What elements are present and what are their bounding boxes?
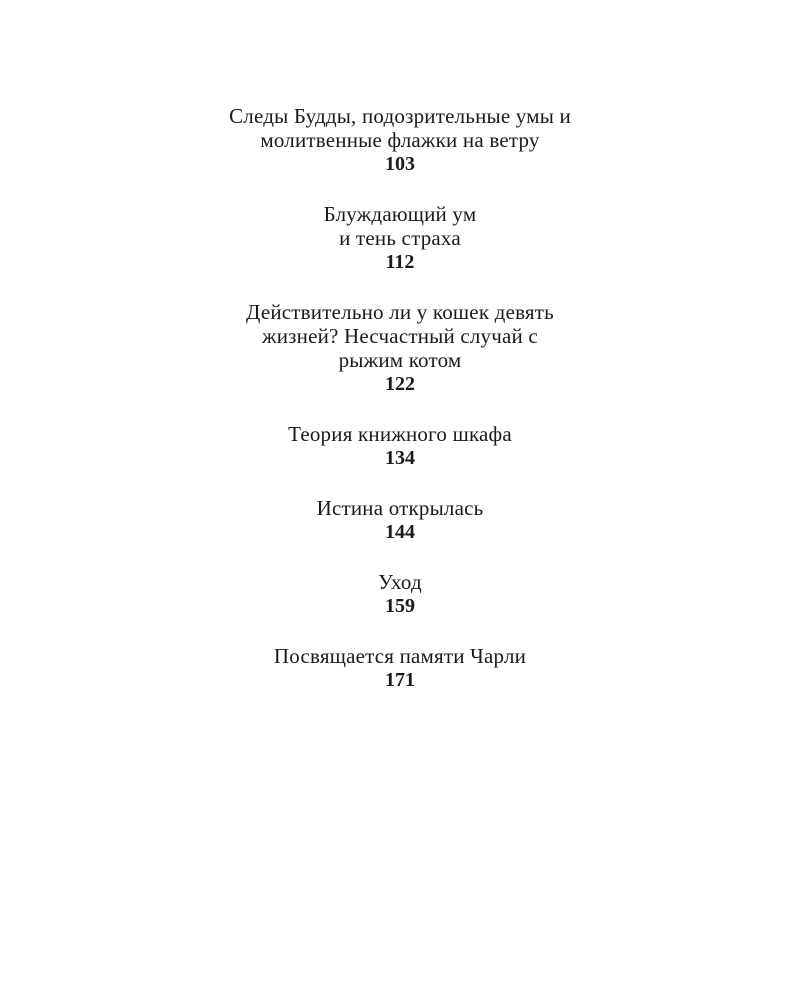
toc-entry [274, 644, 526, 692]
toc-entry-page-number: 159 [384, 595, 415, 617]
toc-entry-title-line: и тень страха [339, 226, 461, 250]
toc-entry [288, 422, 512, 470]
toc-entry-title [288, 422, 512, 446]
toc-entry-title-line: жизней? Несчастный случай с [262, 324, 538, 348]
toc-entry-title-line: Блуждающий ум [323, 202, 477, 226]
toc-entry-title [378, 570, 422, 594]
toc-entry [229, 104, 571, 176]
toc-entry-title-line: молитвенные флажки на ветру [260, 128, 540, 152]
toc-entry-title-line: Посвящается памяти Чарли [273, 644, 527, 668]
toc-entry-page-number: 171 [384, 669, 415, 691]
toc-entry [324, 202, 477, 274]
toc-entry-title-line: Истина открылась [316, 496, 484, 520]
table-of-contents [0, 104, 800, 718]
toc-entry-title [324, 202, 477, 250]
toc-entry-page-number: 144 [384, 521, 415, 543]
toc-entry [246, 300, 554, 396]
toc-entry-title-line: Теория книжного шкафа [288, 422, 512, 446]
toc-entry-title-line: рыжим котом [338, 348, 462, 372]
toc-entry-title [246, 300, 554, 372]
toc-entry [378, 570, 422, 618]
toc-entry-page-number: 122 [384, 373, 415, 395]
toc-entry-title-line: Действительно ли у кошек девять [246, 300, 554, 324]
toc-entry-title [229, 104, 571, 152]
toc-entry-title [317, 496, 484, 520]
toc-entry-title [274, 644, 526, 668]
toc-entry-title-line: Следы Будды, подозрительные умы и [229, 104, 571, 128]
toc-entry [317, 496, 484, 544]
toc-entry-page-number: 103 [385, 153, 415, 175]
toc-entry-page-number: 134 [385, 447, 415, 469]
toc-entry-title-line: Уход [378, 570, 422, 594]
toc-entry-page-number: 112 [385, 251, 415, 273]
